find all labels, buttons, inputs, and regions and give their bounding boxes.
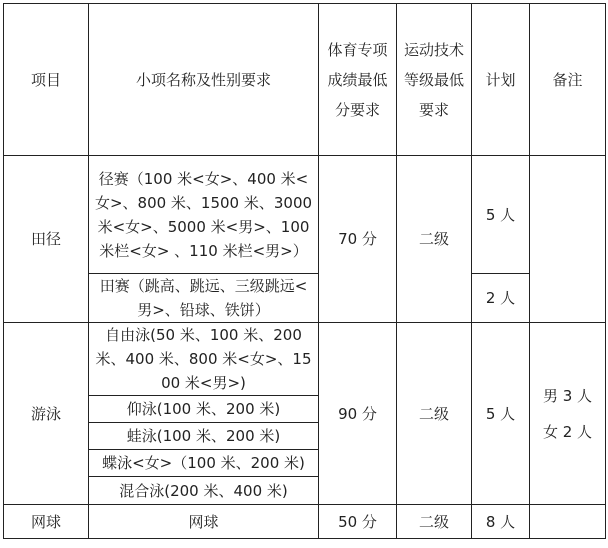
swim-level: 二级 [397,323,472,505]
track-field-row [4,274,606,323]
swim-freestyle-item: 自由泳(50 米、100 米、200 米、400 米、800 米<女>、1500 米<男>) [89,323,319,396]
track-field-plan: 2 人 [472,274,530,323]
swim-project: 游泳 [4,323,89,505]
header-plan: 计划 [472,4,530,156]
track-note [530,156,606,323]
swim-score: 90 分 [319,323,397,505]
header-note: 备注 [530,4,606,156]
swim-note [530,323,606,505]
swim-plan: 5 人 [472,323,530,505]
header-project: 项目 [4,4,89,156]
track-project: 田径 [4,156,89,323]
swim-note-female: 女 2 人 [542,422,593,441]
swim-backstroke-item: 仰泳(100 米、200 米) [89,396,319,423]
track-running-row [4,156,606,274]
header-row [4,4,606,156]
swim-breaststroke-item: 蛙泳(100 米、200 米) [89,423,319,450]
swim-medley-item: 混合泳(200 米、400 米) [89,477,319,505]
admission-table [3,3,606,539]
header-item: 小项名称及性别要求 [89,4,319,156]
header-level: 运动技术等级最低要求 [397,4,472,156]
tennis-level: 二级 [397,505,472,539]
track-running-item: 径赛（100 米<女>、400 米<女>、800 米、1500 米、3000 米<女>、5000 米<男>、100 米栏<女> 、110 米栏<男>） [89,156,319,274]
track-score: 70 分 [319,156,397,323]
tennis-item: 网球 [89,505,319,539]
tennis-note [530,505,606,539]
header-score: 体育专项成绩最低分要求 [319,4,397,156]
swim-note-male: 男 3 人 [542,386,593,405]
tennis-row [4,505,606,539]
track-level: 二级 [397,156,472,323]
track-running-plan: 5 人 [472,156,530,274]
tennis-project: 网球 [4,505,89,539]
track-field-item: 田赛（跳高、跳远、三级跳远<男>、铅球、铁饼） [89,274,319,323]
tennis-score: 50 分 [319,505,397,539]
swim-freestyle-row [4,323,606,396]
tennis-plan: 8 人 [472,505,530,539]
swim-butterfly-item: 蝶泳<女>（100 米、200 米) [89,450,319,477]
